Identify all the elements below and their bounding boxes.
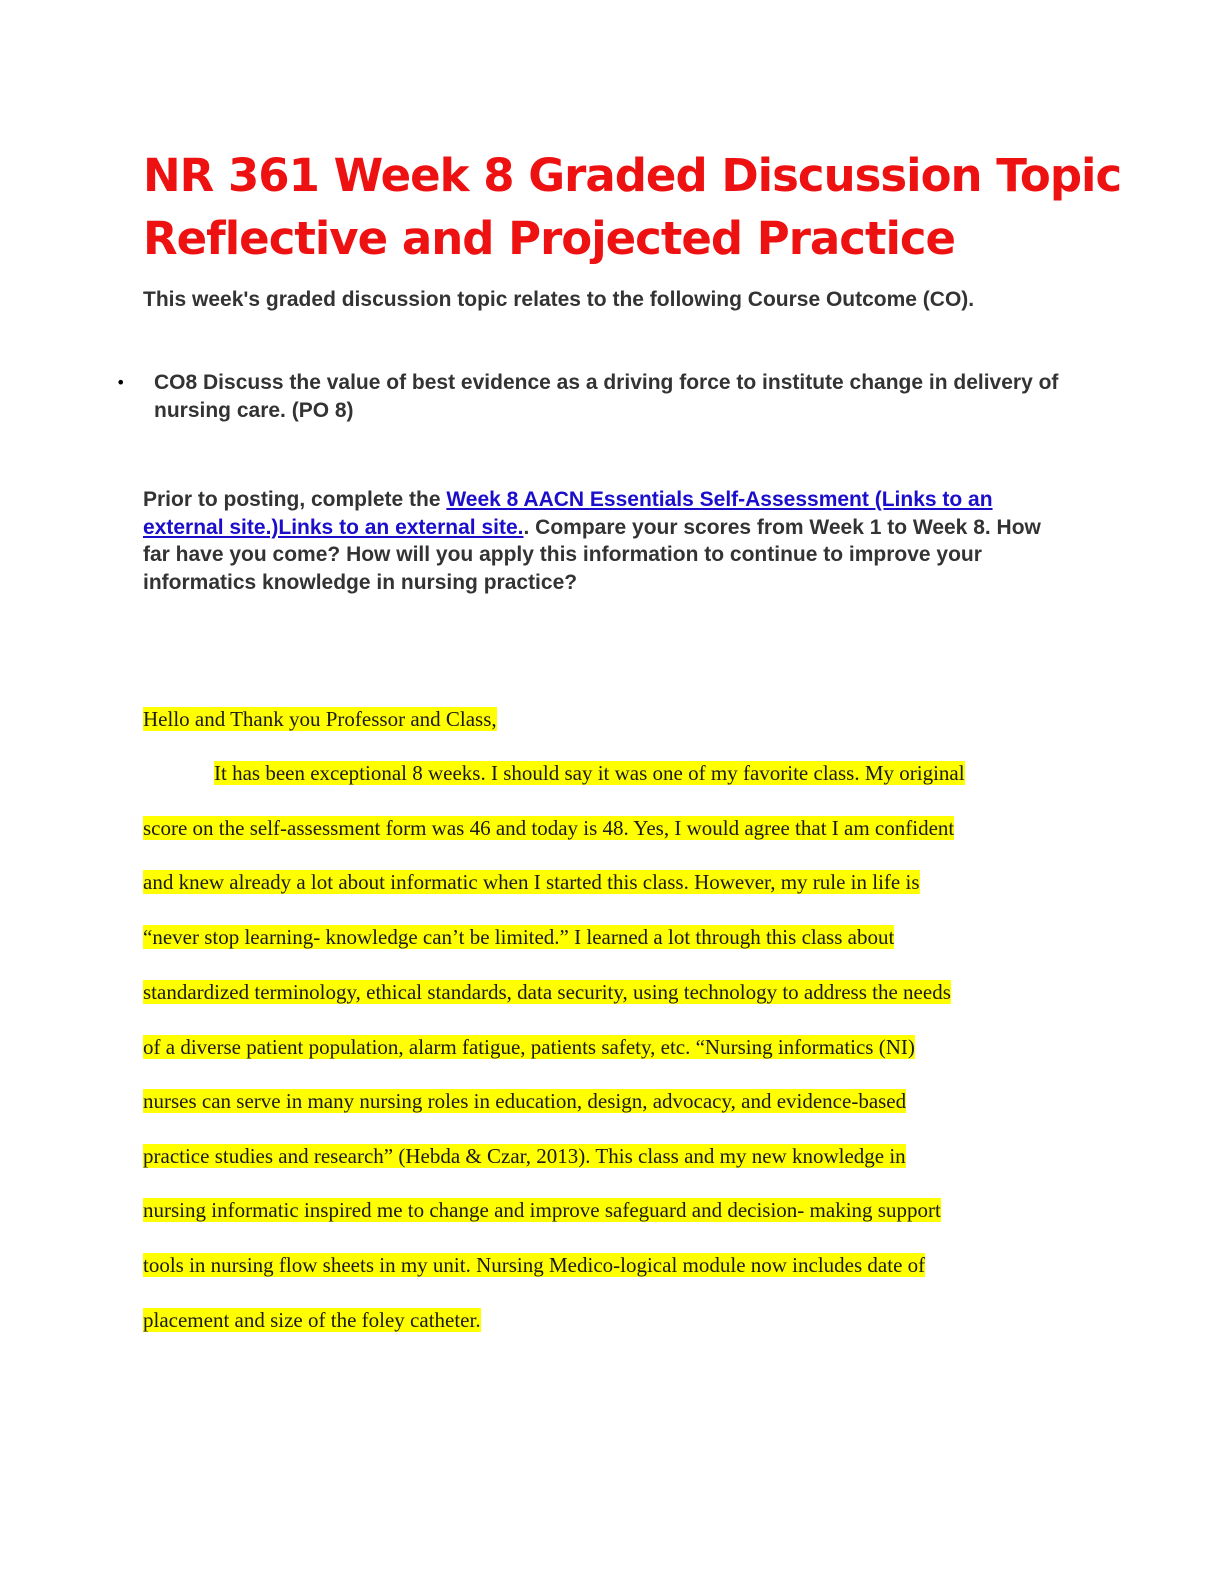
bullet-icon: • xyxy=(116,373,126,392)
essay-line-text: of a diverse patient population, alarm fatigue, patients safety, etc. “Nursing informatics (NI) xyxy=(143,1035,915,1059)
prompt-question-text: . Compare your scores from Week 1 to Week 8. How far have you come? How will you apply this information to continue to improve your informatics knowledge in nursing practice? xyxy=(143,515,1041,594)
self-assessment-link[interactable]: Week 8 AACN Essentials Self-Assessment (Links to an external site.)Links to an external site. xyxy=(143,488,993,539)
essay-line xyxy=(143,814,954,843)
essay-line-text: and knew already a lot about informatic when I started this class. However, my rule in life is xyxy=(143,870,920,894)
title-line-2: Reflective and Projected Practice xyxy=(143,212,956,265)
course-outcome-text: CO8 Discuss the value of best evidence as a driving force to institute change in delivery of nursing care. (PO 8) xyxy=(154,371,1059,422)
essay-line-text: nursing informatic inspired me to change and improve safeguard and decision- making support xyxy=(143,1198,941,1222)
essay-line-text: placement and size of the foley catheter. xyxy=(143,1308,481,1332)
essay-line xyxy=(143,1196,941,1225)
essay-line xyxy=(143,1251,925,1280)
document-title xyxy=(143,144,1122,270)
essay-line xyxy=(143,1033,915,1062)
essay-line xyxy=(143,1142,906,1171)
essay-line xyxy=(214,759,965,788)
course-outcome-item xyxy=(110,369,1070,425)
course-outcomes-list xyxy=(110,369,1070,425)
title-line-1: NR 361 Week 8 Graded Discussion Topic xyxy=(143,149,1122,202)
essay-line xyxy=(143,1087,906,1116)
essay-line-text: tools in nursing flow sheets in my unit. Nursing Medico-logical module now includes date of xyxy=(143,1253,926,1277)
essay-line xyxy=(143,868,920,897)
essay-line-text: “never stop learning- knowledge can’t be limited.” I learned a lot through this class about xyxy=(143,925,895,949)
essay-line-text: score on the self-assessment form was 46 and today is 48. Yes, I would agree that I am confident xyxy=(143,816,955,840)
intro-text: This week's graded discussion topic relates to the following Course Outcome (CO). xyxy=(143,288,975,311)
essay-line-text: standardized terminology, ethical standards, data security, using technology to address the needs xyxy=(143,980,951,1004)
essay-line-text: practice studies and research” (Hebda & Czar, 2013). This class and my new knowledge in xyxy=(143,1144,906,1168)
essay-line-text: nurses can serve in many nursing roles in education, design, advocacy, and evidence-based xyxy=(143,1089,907,1113)
prompt-lead-text: Prior to posting, complete the xyxy=(143,488,447,511)
essay-line-text: It has been exceptional 8 weeks. I should say it was one of my favorite class. My original xyxy=(214,761,965,785)
essay-greeting-text: Hello and Thank you Professor and Class, xyxy=(143,707,497,731)
essay-line xyxy=(143,978,951,1007)
essay-line xyxy=(143,923,894,952)
essay-line xyxy=(143,1306,481,1335)
essay-greeting xyxy=(143,705,497,734)
discussion-prompt xyxy=(143,486,1063,596)
